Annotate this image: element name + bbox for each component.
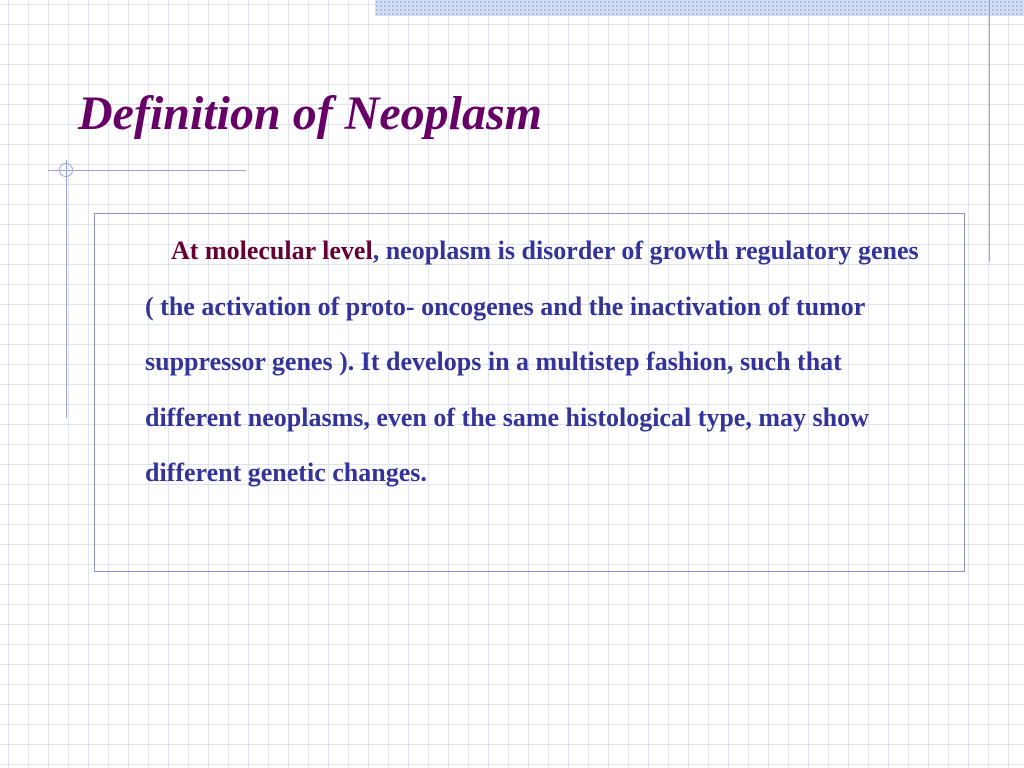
right-vertical-rule: [989, 0, 990, 262]
ring-ornament-icon: [59, 163, 73, 177]
top-decorative-band: [375, 0, 1024, 16]
slide-title: Definition of Neoplasm: [78, 87, 542, 140]
lead-phrase: At molecular level: [171, 236, 373, 265]
body-paragraph: [145, 223, 925, 501]
content-box: [94, 213, 965, 572]
body-text: , neoplasm is disorder of growth regulatory genes ( the activation of proto- oncogenes and the inactivation of tumor suppressor genes ). It develops in a multistep fashion, such that different neoplasms, even of the same histological type, may show different genetic changes.: [145, 236, 919, 487]
left-vertical-rule: [66, 160, 67, 418]
title-underline-rule: [48, 170, 246, 171]
